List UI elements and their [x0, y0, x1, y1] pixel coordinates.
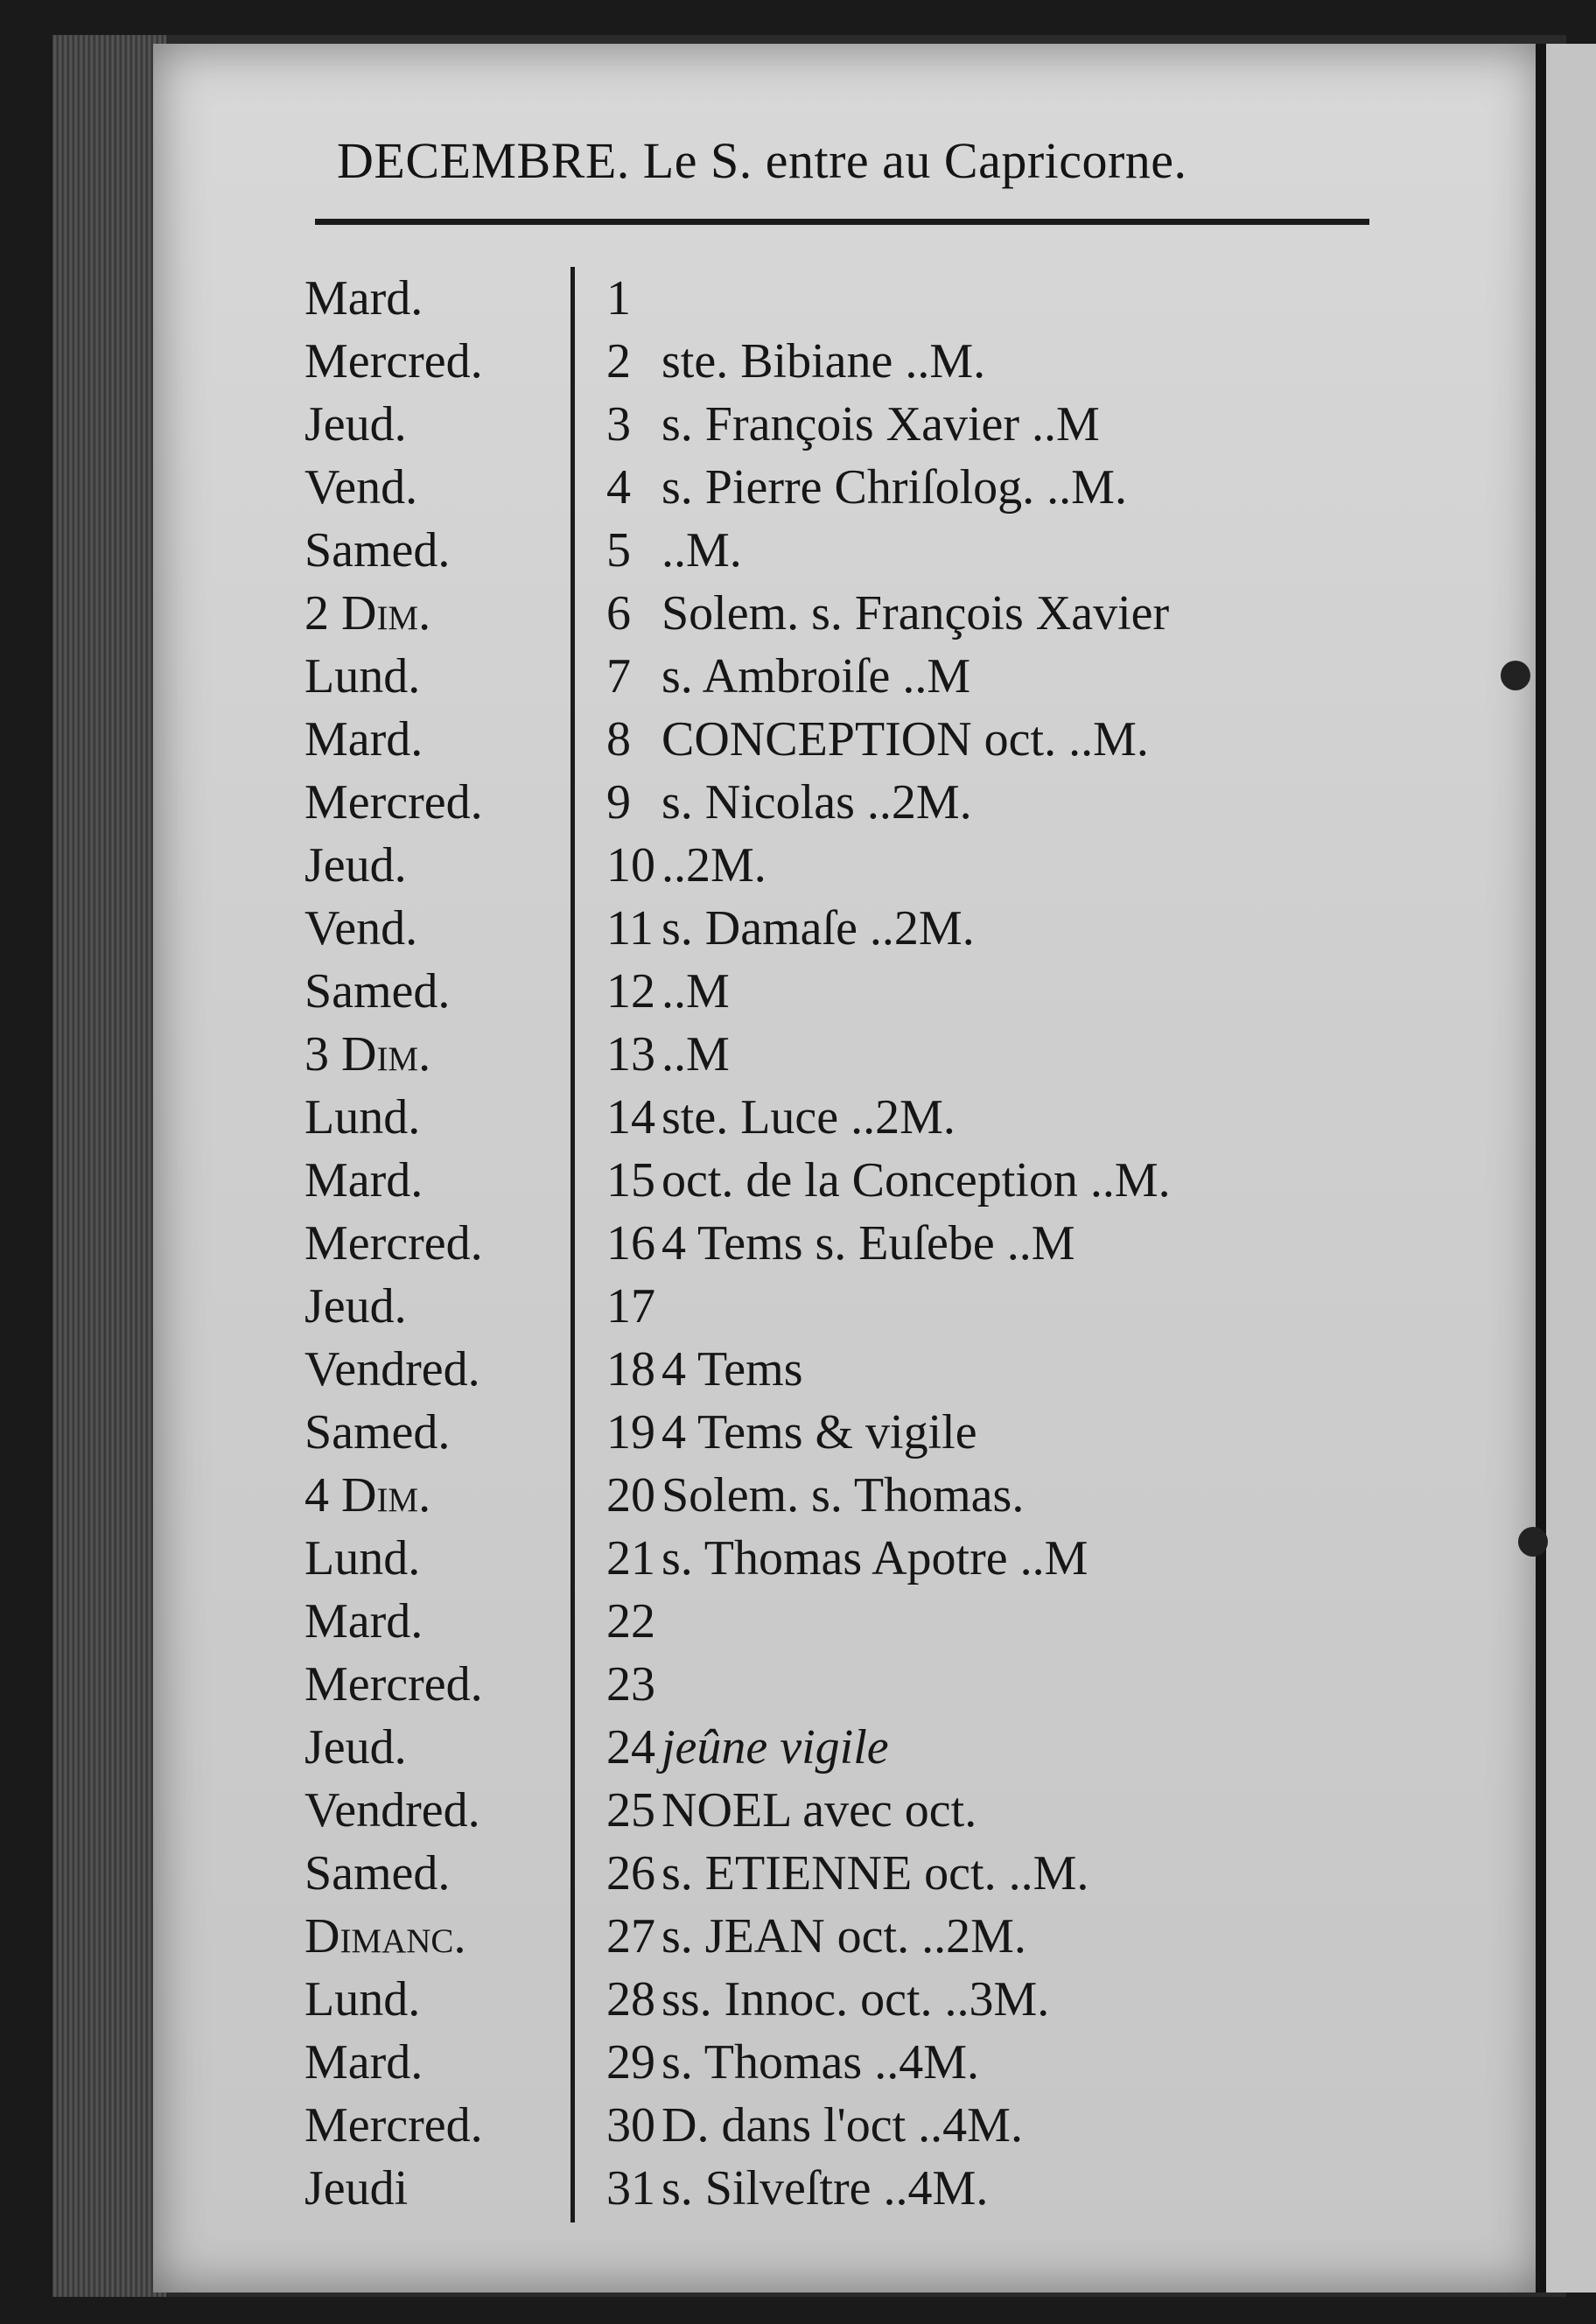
day-number: 8 [606, 712, 631, 766]
day-number: 22 [606, 1594, 655, 1648]
calendar-row [304, 1716, 1381, 1779]
calendar-row [304, 267, 1381, 330]
weekday-label: 3 Dim. [304, 1027, 431, 1082]
day-number: 29 [606, 2035, 655, 2090]
weekday-label: Mercred. [304, 1216, 483, 1270]
day-number: 4 [606, 460, 631, 514]
calendar-row [304, 2031, 1381, 2094]
day-number: 1 [606, 271, 631, 326]
calendar-row [304, 1338, 1381, 1401]
feast-entry: 4 Tems & vigile [662, 1405, 977, 1460]
calendar-row [304, 1527, 1381, 1590]
calendar-row [304, 2094, 1381, 2157]
day-number: 27 [606, 1909, 655, 1964]
calendar-row [304, 1023, 1381, 1086]
weekday-label: Vend. [304, 460, 418, 514]
calendar-row [304, 1464, 1381, 1527]
feast-entry: Solem. s. François Xavier [662, 586, 1170, 640]
day-number: 30 [606, 2098, 655, 2152]
weekday-label: Dimanc. [304, 1909, 466, 1964]
calendar-row [304, 1842, 1381, 1905]
day-number: 20 [606, 1468, 655, 1522]
weekday-label: Jeud. [304, 397, 407, 452]
weekday-label: Vendred. [304, 1783, 480, 1838]
feast-entry: s. Pierre Chriſolog. ..M. [662, 460, 1127, 514]
day-number: 24 [606, 1720, 655, 1774]
weekday-label: Samed. [304, 1846, 451, 1900]
day-number: 2 [606, 334, 631, 388]
feast-entry: ..M [662, 1027, 730, 1082]
day-number: 10 [606, 838, 655, 892]
calendar-row [304, 1212, 1381, 1275]
weekday-label: Vend. [304, 901, 418, 956]
feast-entry: s. Thomas Apotre ..M [662, 1531, 1088, 1586]
feast-entry: 4 Tems [662, 1342, 803, 1396]
calendar-row [304, 519, 1381, 582]
page-edges [52, 35, 166, 2297]
weekday-label: Jeudi [304, 2161, 409, 2216]
day-number: 15 [606, 1153, 655, 1208]
feast-entry: ste. Bibiane ..M. [662, 334, 986, 388]
calendar-row [304, 582, 1381, 645]
day-number: 12 [606, 964, 655, 1018]
day-number: 28 [606, 1972, 655, 2026]
calendar-row [304, 1653, 1381, 1716]
calendar-row [304, 2157, 1381, 2220]
day-number: 11 [606, 901, 654, 956]
feast-entry: s. Damaſe ..2M. [662, 901, 975, 956]
calendar-row [304, 771, 1381, 834]
feast-entry: ss. Innoc. oct. ..3M. [662, 1972, 1050, 2026]
calendar-row [304, 1086, 1381, 1149]
weekday-label: Samed. [304, 523, 451, 578]
weekday-label: Mard. [304, 2035, 424, 2090]
calendar-row [304, 393, 1381, 456]
calendar-row [304, 897, 1381, 960]
calendar-table [304, 267, 1381, 2220]
weekday-label: Mercred. [304, 2098, 483, 2152]
binding-gutter [1536, 44, 1546, 2292]
weekday-label: Mard. [304, 1594, 424, 1648]
weekday-label: Mercred. [304, 1657, 483, 1712]
calendar-row [304, 330, 1381, 393]
weekday-label: Mercred. [304, 334, 483, 388]
weekday-label: Lund. [304, 1090, 421, 1144]
feast-entry: ste. Luce ..2M. [662, 1090, 956, 1144]
binding-pin-icon [1501, 661, 1530, 690]
day-number: 23 [606, 1657, 655, 1712]
day-number: 5 [606, 523, 631, 578]
calendar-row [304, 1149, 1381, 1212]
day-number: 16 [606, 1216, 655, 1270]
binding-pin-icon [1518, 1527, 1548, 1557]
weekday-label: Lund. [304, 1531, 421, 1586]
feast-entry: CONCEPTION oct. ..M. [662, 712, 1149, 766]
calendar-row [304, 1905, 1381, 1968]
weekday-label: Lund. [304, 649, 421, 704]
calendar-row [304, 834, 1381, 897]
feast-entry: s. Silveſtre ..4M. [662, 2161, 989, 2216]
feast-entry: jeûne vigile [662, 1720, 889, 1774]
feast-entry: ..M [662, 964, 730, 1018]
calendar-row [304, 1401, 1381, 1464]
feast-entry: s. Nicolas ..2M. [662, 775, 972, 830]
day-number: 31 [606, 2161, 655, 2216]
day-number: 7 [606, 649, 631, 704]
calendar-row [304, 1779, 1381, 1842]
day-number: 9 [606, 775, 631, 830]
day-number: 14 [606, 1090, 655, 1144]
feast-entry: ..2M. [662, 838, 766, 892]
day-number: 13 [606, 1027, 655, 1082]
calendar-row [304, 1275, 1381, 1338]
calendar-row [304, 645, 1381, 708]
feast-entry: ..M. [662, 523, 742, 578]
day-number: 21 [606, 1531, 655, 1586]
feast-entry: NOEL avec oct. [662, 1783, 977, 1838]
weekday-label: 4 Dim. [304, 1468, 431, 1522]
weekday-label: Samed. [304, 964, 451, 1018]
adjacent-page-edge [1546, 44, 1596, 2292]
weekday-label: Vendred. [304, 1342, 480, 1396]
feast-entry: D. dans l'oct ..4M. [662, 2098, 1023, 2152]
weekday-label: Mard. [304, 1153, 424, 1208]
weekday-label: Jeud. [304, 838, 407, 892]
page-title: DECEMBRE. Le S. entre au Capricorne. [337, 132, 1187, 189]
weekday-label: Mard. [304, 271, 424, 326]
feast-entry: s. François Xavier ..M [662, 397, 1100, 452]
calendar-row [304, 708, 1381, 771]
calendar-row [304, 1590, 1381, 1653]
weekday-label: Jeud. [304, 1279, 407, 1334]
weekday-label: 2 Dim. [304, 586, 431, 640]
day-number: 25 [606, 1783, 655, 1838]
day-number: 3 [606, 397, 631, 452]
feast-entry: Solem. s. Thomas. [662, 1468, 1025, 1522]
feast-entry: 4 Tems s. Euſebe ..M [662, 1216, 1075, 1270]
weekday-label: Mard. [304, 712, 424, 766]
calendar-row [304, 960, 1381, 1023]
feast-entry: s. Thomas ..4M. [662, 2035, 979, 2090]
calendar-row [304, 456, 1381, 519]
calendar-row [304, 1968, 1381, 2031]
feast-entry: oct. de la Conception ..M. [662, 1153, 1171, 1208]
day-number: 17 [606, 1279, 655, 1334]
day-number: 26 [606, 1846, 655, 1900]
feast-entry: s. Ambroiſe ..M [662, 649, 971, 704]
header-rule [315, 219, 1369, 225]
day-number: 6 [606, 586, 631, 640]
weekday-label: Samed. [304, 1405, 451, 1460]
weekday-label: Jeud. [304, 1720, 407, 1774]
day-number: 19 [606, 1405, 655, 1460]
day-number: 18 [606, 1342, 655, 1396]
weekday-label: Mercred. [304, 775, 483, 830]
feast-entry: s. ETIENNE oct. ..M. [662, 1846, 1089, 1900]
feast-entry: s. JEAN oct. ..2M. [662, 1909, 1026, 1964]
weekday-label: Lund. [304, 1972, 421, 2026]
